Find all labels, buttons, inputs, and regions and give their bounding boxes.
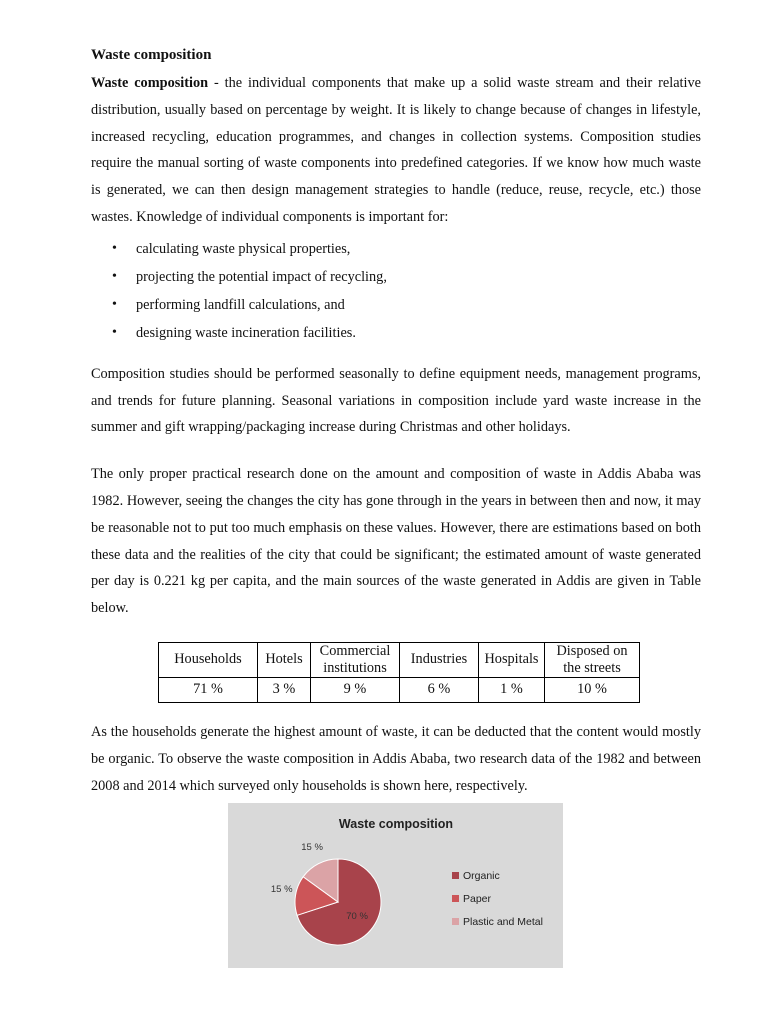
chart-legend: [452, 870, 543, 928]
table-header-row: [159, 642, 640, 677]
table-cell: 1 %: [479, 677, 545, 702]
chart-canvas: [228, 803, 563, 968]
households-paragraph: As the households generate the highest amount of waste, it can be deducted that the content would mostly be organic. To observe the waste composition in Addis Ababa, two research data of the 1982 and between 2008 and 2014 which surveyed only households is shown here, respectively.: [91, 723, 701, 794]
intro-text: - the individual components that make up a solid waste stream and their relative distribution, usually based on percentage by weight. It is likely to change because of changes in lifestyle, increased recycling, education programmes, and changes in collection systems. Composition studies require the manual sorting of waste components into predefined categories. If we know how much waste is generated, we can then design management strategies to handle (reduce, reuse, recycle, etc.) those wastes. Knowledge of individual components is important for:: [91, 75, 701, 225]
list-item: • calculating waste physical properties,: [91, 235, 701, 263]
legend-swatch: [452, 918, 459, 925]
document-page: [91, 44, 701, 799]
table-cell: 6 %: [400, 677, 479, 702]
section-heading: Waste composition: [91, 47, 212, 63]
pie-data-label: 70 %: [346, 910, 368, 922]
table-header-cell: Disposed on the streets: [545, 642, 640, 677]
legend-label: Organic: [463, 870, 500, 882]
table-header-cell: Hotels: [258, 642, 311, 677]
chart-title: Waste composition: [338, 817, 454, 831]
legend-swatch: [452, 872, 459, 879]
table-header-cell: Households: [159, 642, 258, 677]
list-item: • projecting the potential impact of recycling,: [91, 263, 701, 291]
intro-paragraph: [91, 70, 701, 231]
legend-swatch: [452, 895, 459, 902]
table-header-cell: Hospitals: [479, 642, 545, 677]
table-header-cell: Commercial institutions: [311, 642, 400, 677]
table-row: [159, 677, 640, 702]
intro-term: Waste composition: [91, 75, 209, 91]
list-item: • performing landfill calculations, and: [91, 291, 701, 319]
pie-slices: [295, 859, 381, 945]
waste-sources-table: [158, 642, 640, 703]
legend-label: Paper: [463, 893, 492, 905]
legend-label: Plastic and Metal: [463, 916, 543, 928]
waste-composition-chart: [228, 803, 563, 968]
pie-data-label: 15 %: [301, 842, 323, 854]
table-cell: 9 %: [311, 677, 400, 702]
table-cell: 10 %: [545, 677, 640, 702]
seasonal-paragraph: Composition studies should be performed seasonally to define equipment needs, management programs, and trends for future planning. Seasonal variations in composition include yard waste increase in the summer and gift wrapping/packaging increase during Christmas and other holidays.: [91, 365, 701, 436]
table-cell: 3 %: [258, 677, 311, 702]
importance-list: [91, 235, 701, 347]
pie-data-label: 15 %: [270, 884, 293, 896]
table-header-cell: Industries: [400, 642, 479, 677]
table-cell: 71 %: [159, 677, 258, 702]
list-item: • designing waste incineration facilities.: [91, 319, 701, 347]
addis-paragraph: The only proper practical research done on the amount and composition of waste in Addis Ababa was 1982. However, seeing the changes the city has gone through in the years in between then and now, it may be reasonable not to put too much emphasis on these values. However, there are estimations based on both these data and the realities of the city that could be significant; the estimated amount of waste generated per day is 0.221 kg per capita, and the main sources of the waste generated in Addis are given in Table below.: [91, 466, 701, 617]
